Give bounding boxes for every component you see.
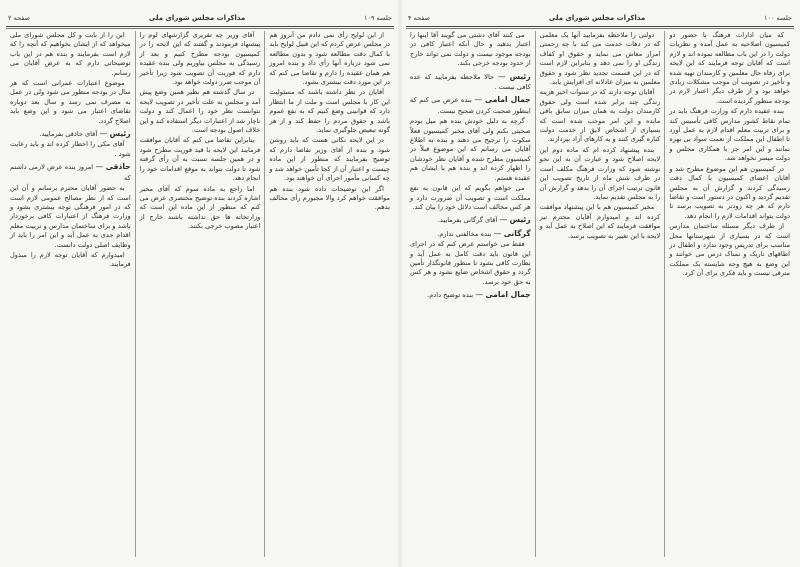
right-page — [402, 0, 798, 567]
page-number: صفحه ۲ — [8, 14, 31, 22]
speaker-dash: — — [491, 228, 504, 238]
body-paragraph: بنابراین تقاضا می کنم که آقایان موافقت فرمایند این لایحه با قید فوریت مطرح شود و در همین جلسه نسبت به آن رأی گرفته شود تا دولت بتواند به موقع اقدامات خود را انجام دهد. — [139, 136, 261, 183]
text-column — [135, 31, 265, 557]
body-paragraph: امیدوارم که آقایان توجه لازم را مبذول فرمایند. — [9, 250, 131, 269]
session-number: جلسه ۱۰۹ — [363, 14, 392, 22]
speaker-dash: — — [97, 129, 110, 139]
body-paragraph: آقایان در نظر داشته باشند که مسئولیت این کار با مجلس است و ملت از ما انتظار دارد که قوانینی وضع کنیم که به نفع عموم باشد و حقوق مردم را حفظ کند و از هر گونه تبعیض جلوگیری نماید. — [269, 88, 390, 135]
speaker-paragraph — [410, 215, 531, 225]
speaker-dash: — — [93, 162, 106, 172]
body-paragraph: که میان ادارات فرهنگ با حضور دو کمیسیون اصلاحیه به عمل آمده و نظریات دولت را در این باب مطالعه نموده اند و لازم است که آقایان توجه فرمایند که این لایحه برای رفاه حال معلمین و کارمندان تهیه شده و تأخیر در تصویب آن موجب مشکلات زیادی خواهد بود و از طرف دیگر اعتبار لازم در بودجه منظور گردیده است. — [669, 31, 790, 105]
body-paragraph: به حضور آقایان محترم برسانم و آن این است که از نظر مصالح عمومی لازم است که در امور فرهنگی توجه بیشتری بشود و وزارت فرهنگ از اعتبارات کافی برخوردار باشد و برای ساختمان مدارس و تربیت معلم اقدام جدی به عمل آید و این امر را باید از وظایف اصلی دولت دانست. — [9, 184, 131, 249]
text-column — [664, 31, 794, 557]
speaker-paragraph — [410, 229, 531, 239]
body-paragraph: فقط می خواستم عرض کنم که در اجرای این قانون باید دقت کامل به عمل آید و نظارت کافی بشود تا منظور قانونگذار تأمین گردد و حقوق اشخاص ضایع نشود و هر کس به حق خود برسد. — [409, 240, 531, 286]
speaker-text: آقای حاذقی بفرمایید. — [39, 130, 98, 139]
header-rule — [406, 26, 794, 29]
speaker-dash: — — [497, 215, 510, 225]
body-paragraph: از این لوایح رأی نمی دادم من آنروز هم در مجلس عرض کردم که این قبیل لوایح باید با کمال دقت مطالعه شود و بدون مطالعه نمی شود درباره آنها رأی داد و بنده امروز هم همان عقیده را دارم و تقاضا می کنم که در این مورد دقت بیشتری بشود. — [269, 31, 390, 87]
header-rule — [6, 26, 394, 29]
body-paragraph: می خواهم بگویم که این قانون به نفع مملکت است و تصویب آن ضرورت دارد و هر کس مخالف است دلائل خود را بیان کند. — [409, 184, 531, 211]
speaker-paragraph — [410, 72, 531, 93]
speaker-name: جمال امامی — [485, 95, 531, 105]
session-number: جلسه ۱۰۰ — [763, 14, 792, 22]
body-paragraph: اگر این توضیحات داده شود بنده هم موافقت خواهم کرد والا مجبورم رأی مخالف بدهم. — [269, 184, 390, 212]
speaker-name: رئیس — [109, 129, 131, 139]
text-column — [406, 31, 535, 557]
speaker-name: جمال امامی — [485, 290, 531, 300]
body-paragraph: مخبر کمیسیون هم با این پیشنهاد موافقت کرده اند و امیدوارم آقایان محترم نیز موافقت فرمایند که این اصلاح به عمل آید و لایحه با این تغییر به تصویب برسد. — [539, 203, 661, 240]
text-columns — [406, 31, 794, 557]
body-paragraph: دولتی را ملاحظه بفرمایید آنها یک معلمی که در دهات خدمت می کند با چه زحمتی امرار معاش می نماید و حقوق او کفاف زندگی او را نمی دهد و بنابراین لازم است که در این قسمت تجدید نظر شود و حقوق معلمین به میزان عادلانه ای افزایش یابد. — [539, 31, 661, 87]
speaker-text: بنده توضیح دادم. — [427, 291, 474, 300]
body-paragraph: می کنند آقای دشتی می گویند آقا اینها را اعتبار بدهید و حال آنکه اعتبار کافی در بودجه موجود نیست و دولت نمی تواند خارج از حدود بودجه خرجی بکند. — [409, 31, 531, 68]
body-paragraph: اما راجع به ماده سوم که آقای مخبر اشاره کردند بنده توضیح مختصری عرض می کنم که منظور از این ماده این است که وزارتخانه ها حق نداشته باشند خارج از اعتبار مصوب خرجی بکنند. — [139, 184, 261, 231]
speaker-text: بنده مخالفتی ندارم. — [437, 229, 492, 238]
body-paragraph: آقای مکی را اخطار کرده اند و باید رعایت شود . — [9, 140, 131, 158]
body-paragraph: از طرف دیگر مسئله ساختمان مدارس است که در بسیاری از شهرستانها محل مناسب برای تدریس وجود ندارد و اطفال در اطاقهای تاریک و نمناک درس می خوانند و این وضع به هیچ وجه شایسته یک مملکت مترقی نیست و باید فکری برای آن کرد. — [669, 222, 790, 278]
page-number: صفحه ۴ — [408, 14, 431, 22]
body-paragraph: در کمیسیون هم این موضوع مطرح شد و آقایان اعضای کمیسیون با کمال دقت رسیدگی کردند و گزارش آن به مجلس تقدیم گردید و اکنون در دستور است و تقاضا دارم که هر چه زودتر به تصویب برسد تا دولت بتواند اقدامات لازم را انجام دهد. — [669, 164, 790, 220]
page-header — [8, 12, 392, 24]
speaker-text: حالا ملاحظه بفرمایید که عده کافی نیست . — [409, 72, 531, 92]
speaker-text: امروز بنده عرض لازمی داشتم که — [9, 163, 131, 182]
speaker-text: آقای گرگانی بفرمایید. — [437, 216, 498, 225]
speaker-text: بنده عرض می کنم که اینطور صحبت کردن صحیح نیست. — [409, 96, 531, 115]
speaker-paragraph — [410, 95, 531, 116]
body-paragraph: موضوع اعتبارات عمرانی است که هر سال در بودجه منظور می شود ولی در عمل به مصرف نمی رسد و سال بعد دوباره تقاضای اعتبار می شود و این وضع باید اصلاح گردد. — [9, 79, 131, 125]
speaker-paragraph — [410, 290, 531, 300]
page-header — [408, 12, 792, 24]
speaker-name: حاذقی — [105, 162, 131, 172]
speaker-dash: — — [494, 71, 510, 81]
body-paragraph: گرچه به دلیل خودش بنده هم میل بودم صحبتی بکنم ولی آقای مخبر کمیسیون فعلاً سکوت را ترجیح می دهند و بنده به اطلاع آقایان می رسانم که این موضوع قبلاً در کمیسیون مطرح شده و آقایان نظر خودشان را اظهار کرده اند و بنده هم با ایشان هم عقیده هستم. — [409, 117, 531, 182]
text-column — [264, 31, 394, 557]
speaker-name: رئیس — [509, 215, 531, 225]
page-title: مذاکرات مجلس شورای ملی — [548, 14, 646, 22]
body-paragraph: بنده عقیده دارم که وزارت فرهنگ باید در تمام نقاط کشور مدارس کافی تأسیس کند و برای تربیت معلم اقدام لازم به عمل آورد تا اطفال این مملکت از نعمت سواد بی بهره نمانند و این امر جز با همکاری مجلس و دولت میسر نخواهد شد. — [669, 107, 790, 163]
speaker-dash: — — [473, 290, 486, 300]
body-paragraph: بنده پیشنهاد کرده ام که ماده دوم این لایحه اصلاح شود و عبارت آن به این نحو نوشته شود که وزارت فرهنگ مکلف است در ظرف شش ماه از تاریخ تصویب این قانون ترتیب اجرای آن را بدهد و گزارش آن را به مجلس تقدیم نماید. — [539, 145, 661, 201]
text-column — [6, 31, 135, 557]
body-paragraph: آقای وزیر چه تقریری گزارشهای لوم را پیشنهاد فرمودند و گفتند که این لایحه را در کمیسیون بودجه مطرح کنیم و بعد از رسیدگی به مجلس بیاوریم ولی بنده عقیده دارم که فوریت آن تصویب شود زیرا تأخیر آن موجب ضرر دولت خواهد بود. — [139, 31, 261, 87]
speaker-paragraph — [10, 129, 131, 139]
speaker-paragraph — [10, 162, 131, 183]
body-paragraph: در این لایحه نکاتی هست که باید روشن شود و بنده از آقای وزیر تقاضا دارم که توضیح بفرمایند که منظور از این ماده چیست و اعتبار آن از کجا تأمین خواهد شد و چه کسانی مأمور اجرای آن خواهند بود. — [269, 136, 390, 183]
text-columns — [6, 31, 394, 557]
page-title: مذاکرات مجلس شورای ملی — [148, 14, 246, 22]
speaker-name: گرگانی — [503, 228, 531, 238]
body-paragraph: این را از بابت و کل مجلس شورای ملی میخواهد که از ایشان بخواهیم که آنچه را که لازم است بفرمایند و بنده هم در این باب توضیحاتی دارم که به عرض آقایان می رسانم. — [9, 31, 131, 77]
body-paragraph: آقایان توجه دارند که در سنوات اخیر هزینه زندگی چند برابر شده است ولی حقوق کارمندان دولت به همان میزان سابق باقی مانده و این امر موجب شده است که بسیاری از اشخاص لایق از خدمت دولت کناره گیری کنند و به کارهای آزاد بپردازند. — [539, 88, 661, 144]
speaker-name: رئیس — [509, 71, 531, 81]
speaker-dash: — — [471, 95, 486, 105]
left-page — [2, 0, 398, 567]
body-paragraph: در سال گذشته هم نظیر همین وضع پیش آمد و مجلس به علت تأخیر در تصویب لایحه نتوانست نظر خود را اعمال کند و دولت ناچار شد از اعتبارات دیگر استفاده کند و این خلاف اصول بودجه است. — [139, 88, 261, 135]
text-column — [535, 31, 665, 557]
